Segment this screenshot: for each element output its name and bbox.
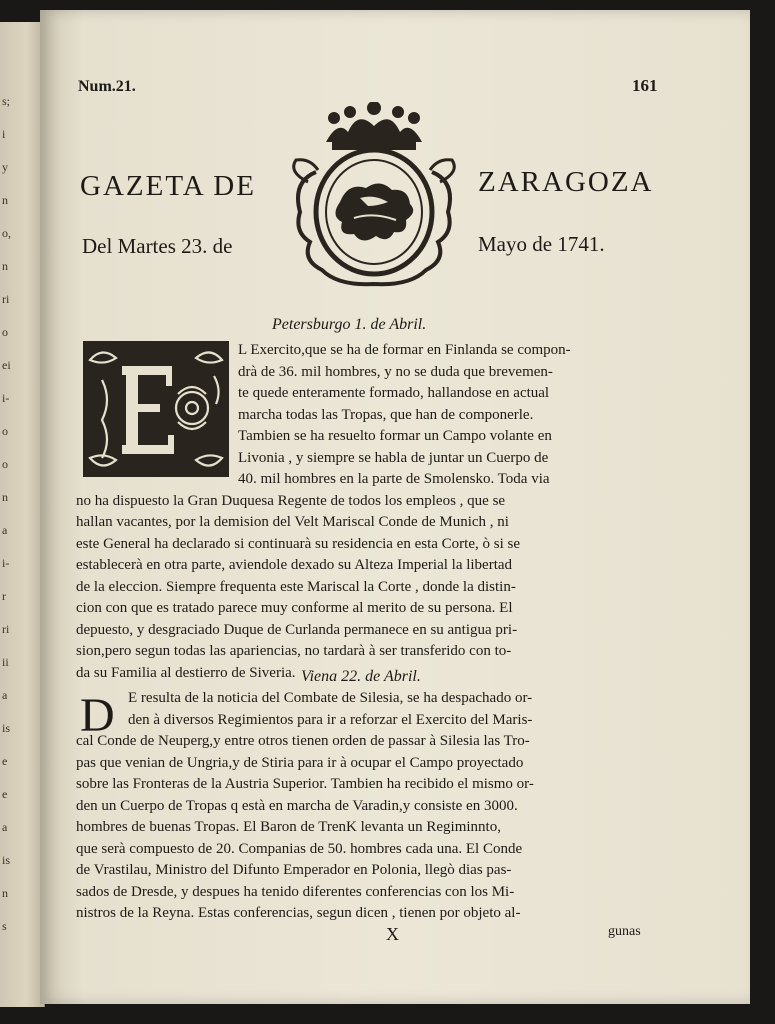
- article-line: L Exercito,que se ha de formar en Finlanda se compon-: [238, 342, 571, 358]
- masthead-title-right: ZARAGOZA: [478, 166, 654, 198]
- left-page-fragment: n: [2, 886, 8, 900]
- left-page-fragment: y: [2, 160, 8, 174]
- issue-number: Num.21.: [78, 78, 136, 95]
- article-heading-petersburgo: Petersburgo 1. de Abril.: [272, 316, 427, 333]
- article-heading-viena: Viena 22. de Abril.: [301, 668, 421, 685]
- left-page-fragment: ii: [2, 655, 9, 669]
- article-line: cal Conde de Neuperg,y entre otros tienen orden de passar à Silesia las Tro-: [76, 733, 530, 749]
- article-line: depuesto, y desgraciado Duque de Curlanda permanece en su antigua pri-: [76, 621, 518, 638]
- left-page-fragment: a: [2, 523, 8, 537]
- left-page-fragment: n: [2, 259, 8, 273]
- left-page-fragment: i-: [2, 556, 10, 570]
- issue-date-left: Del Martes 23. de: [82, 234, 233, 258]
- left-page-fragment: n: [2, 193, 8, 207]
- left-page-fragment: a: [2, 820, 8, 834]
- left-page-fragment: o: [2, 457, 8, 471]
- article-line: cion con que es tratado parece muy conforme al merito de su persona. El: [76, 600, 513, 616]
- left-page-edge: [0, 22, 45, 1007]
- catchword: gunas: [608, 924, 641, 939]
- left-page-fragment: i-: [2, 391, 10, 405]
- left-page-fragment: o: [2, 424, 8, 438]
- signature-mark: X: [386, 924, 399, 944]
- left-page-fragment: s: [2, 919, 7, 933]
- article-line: Tambien se ha resuelto formar un Campo volante en: [238, 428, 552, 444]
- left-page-fragment: e: [2, 754, 8, 768]
- article-line: Livonia , y siempre se habla de juntar un Cuerpo de: [238, 449, 549, 466]
- article-line: de Vrastilau, Ministro del Difunto Emperador en Polonia, llegò dias pas-: [76, 862, 512, 878]
- decorated-initial-e-icon: [82, 340, 230, 478]
- left-page-fragment: i: [2, 127, 6, 141]
- article-line: 40. mil hombres en la parte de Smolensko. Toda via: [238, 471, 550, 487]
- article-line: da su Familia al destierro de Siveria.: [76, 664, 296, 681]
- article-line: hombres de buenas Tropas. El Baron de TrenK levanta un Regiminnto,: [76, 819, 501, 835]
- article-line: sobre las Fronteras de la Austria Superior. Tambien ha recibido el mismo or-: [76, 776, 534, 792]
- drop-cap-d: D: [80, 689, 115, 742]
- page-number: 161: [632, 76, 658, 95]
- article-line: establecerà en otra parte, aviendole dexado su Alteza Imperial la libertad: [76, 557, 513, 573]
- left-page-fragment: s;: [2, 94, 11, 108]
- left-page-fragment: is: [2, 721, 11, 735]
- left-page-fragment: o: [2, 325, 8, 339]
- article-line: den un Cuerpo de Tropas q està en marcha de Varadin,y consiste en 3000.: [76, 797, 518, 814]
- article-line: den à diversos Regimientos para ir a reforzar el Exercito del Maris-: [128, 711, 533, 728]
- newspaper-page: [40, 10, 750, 1004]
- masthead-title-left: GAZETA DE: [80, 170, 256, 202]
- article-line: hallan vacantes, por la demision del Velt Mariscal Conde de Munich , ni: [76, 514, 509, 530]
- left-page-fragment: is: [2, 853, 11, 867]
- left-page-fragment: n: [2, 490, 8, 504]
- article-line: marcha todas las Tropas, que han de componerle.: [238, 406, 534, 423]
- left-page-fragment: r: [2, 589, 6, 603]
- left-page-fragment: ei: [2, 358, 11, 372]
- article-line: pas que venian de Ungria,y de Stiria para ir à ocupar el Campo proyectado: [76, 754, 524, 771]
- article-line: E resulta de la noticia del Combate de Silesia, se ha despachado or-: [128, 690, 533, 706]
- left-page-fragment: a: [2, 688, 8, 702]
- article-line: drà de 36. mil hombres, y no se duda que brevemen-: [238, 363, 553, 380]
- article-line: nistros de la Reyna. Estas conferencias, segun dicen , tienen por objeto al-: [76, 905, 521, 921]
- left-page-fragment: o,: [2, 226, 11, 240]
- article-line: te quede enteramente formado, hallandose en actual: [238, 385, 550, 401]
- article-line: que serà compuesto de 20. Companias de 50. hombres cada una. El Conde: [76, 840, 523, 857]
- article-line: este General ha declarado si continuarà su residencia en esta Corte, ò si se: [76, 535, 520, 552]
- article-line: sados de Dresde, y despues ha tenido diferentes conferencias con los Mi-: [76, 883, 515, 900]
- coat-of-arms-icon: [288, 102, 460, 290]
- article-line: de la eleccion. Siempre frequenta este Mariscal la Corte , donde la distin-: [76, 578, 516, 595]
- left-page-fragment: ri: [2, 292, 10, 306]
- left-page-fragment: e: [2, 787, 8, 801]
- article-line: sion,pero segun todas las apariencias, no tardarà à ser transferido con to-: [76, 643, 512, 659]
- left-page-fragment: ri: [2, 622, 10, 636]
- article-line: no ha dispuesto la Gran Duquesa Regente de todos los empleos , que se: [76, 492, 506, 509]
- issue-date-right: Mayo de 1741.: [478, 232, 605, 256]
